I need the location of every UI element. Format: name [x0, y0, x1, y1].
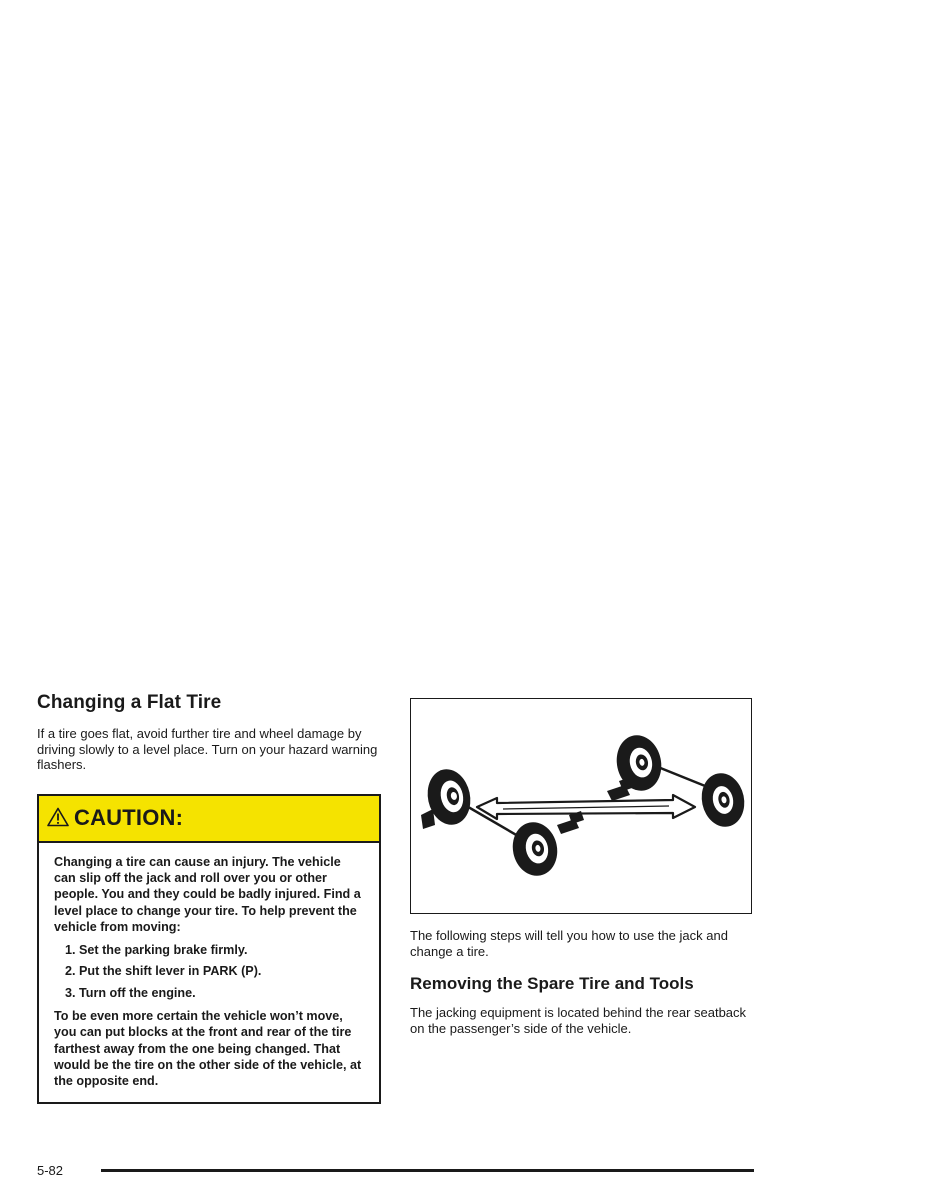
caution-steps [54, 942, 365, 1002]
tire-diagram [411, 699, 753, 915]
tire-right [697, 769, 749, 831]
caution-step: 3. Turn off the engine. [65, 986, 196, 1001]
section-title: Changing a Flat Tire [37, 692, 222, 713]
caution-paragraph-2: To be even more certain the vehicle won’t move, you can put blocks at the front and rear of the tire farthest away from the one being changed. That would be the tire on the other side of the vehicle, at the opposite end. [54, 1008, 362, 1089]
caution-title: CAUTION: [74, 805, 184, 830]
caution-box [37, 794, 381, 1104]
warning-triangle-icon [47, 807, 69, 827]
page-number: 5-82 [37, 1163, 64, 1178]
tire-blocking-illustration [410, 698, 752, 914]
tire-left-jack [421, 809, 435, 829]
jacking-location-paragraph: The jacking equipment is located behind the rear seatback on the passenger’s side of the vehicle. [410, 1005, 747, 1036]
tire-bottom [508, 818, 562, 880]
subheading-spare-tire: Removing the Spare Tire and Tools [410, 974, 694, 993]
steps-intro-paragraph: The following steps will tell you how to use the jack and change a tire. [410, 928, 728, 959]
caution-paragraph-1: Changing a tire can cause an injury. The vehicle can slip off the jack and roll over you or other people. You and they could be badly injured. Find a level place to change your tire. To help prevent the vehicle from moving: [54, 854, 361, 935]
footer-rule [101, 1169, 754, 1172]
tire-top [612, 731, 667, 795]
right-column [410, 698, 754, 1036]
caution-header [39, 796, 379, 843]
caution-step: 2. Put the shift lever in PARK (P). [65, 964, 262, 979]
caution-step: 1. Set the parking brake firmly. [65, 942, 248, 957]
caution-body [39, 843, 379, 1102]
left-column [37, 692, 381, 1104]
intro-paragraph: If a tire goes flat, avoid further tire and wheel damage by driving slowly to a level place. Turn on your hazard warning flashers. [37, 726, 378, 772]
